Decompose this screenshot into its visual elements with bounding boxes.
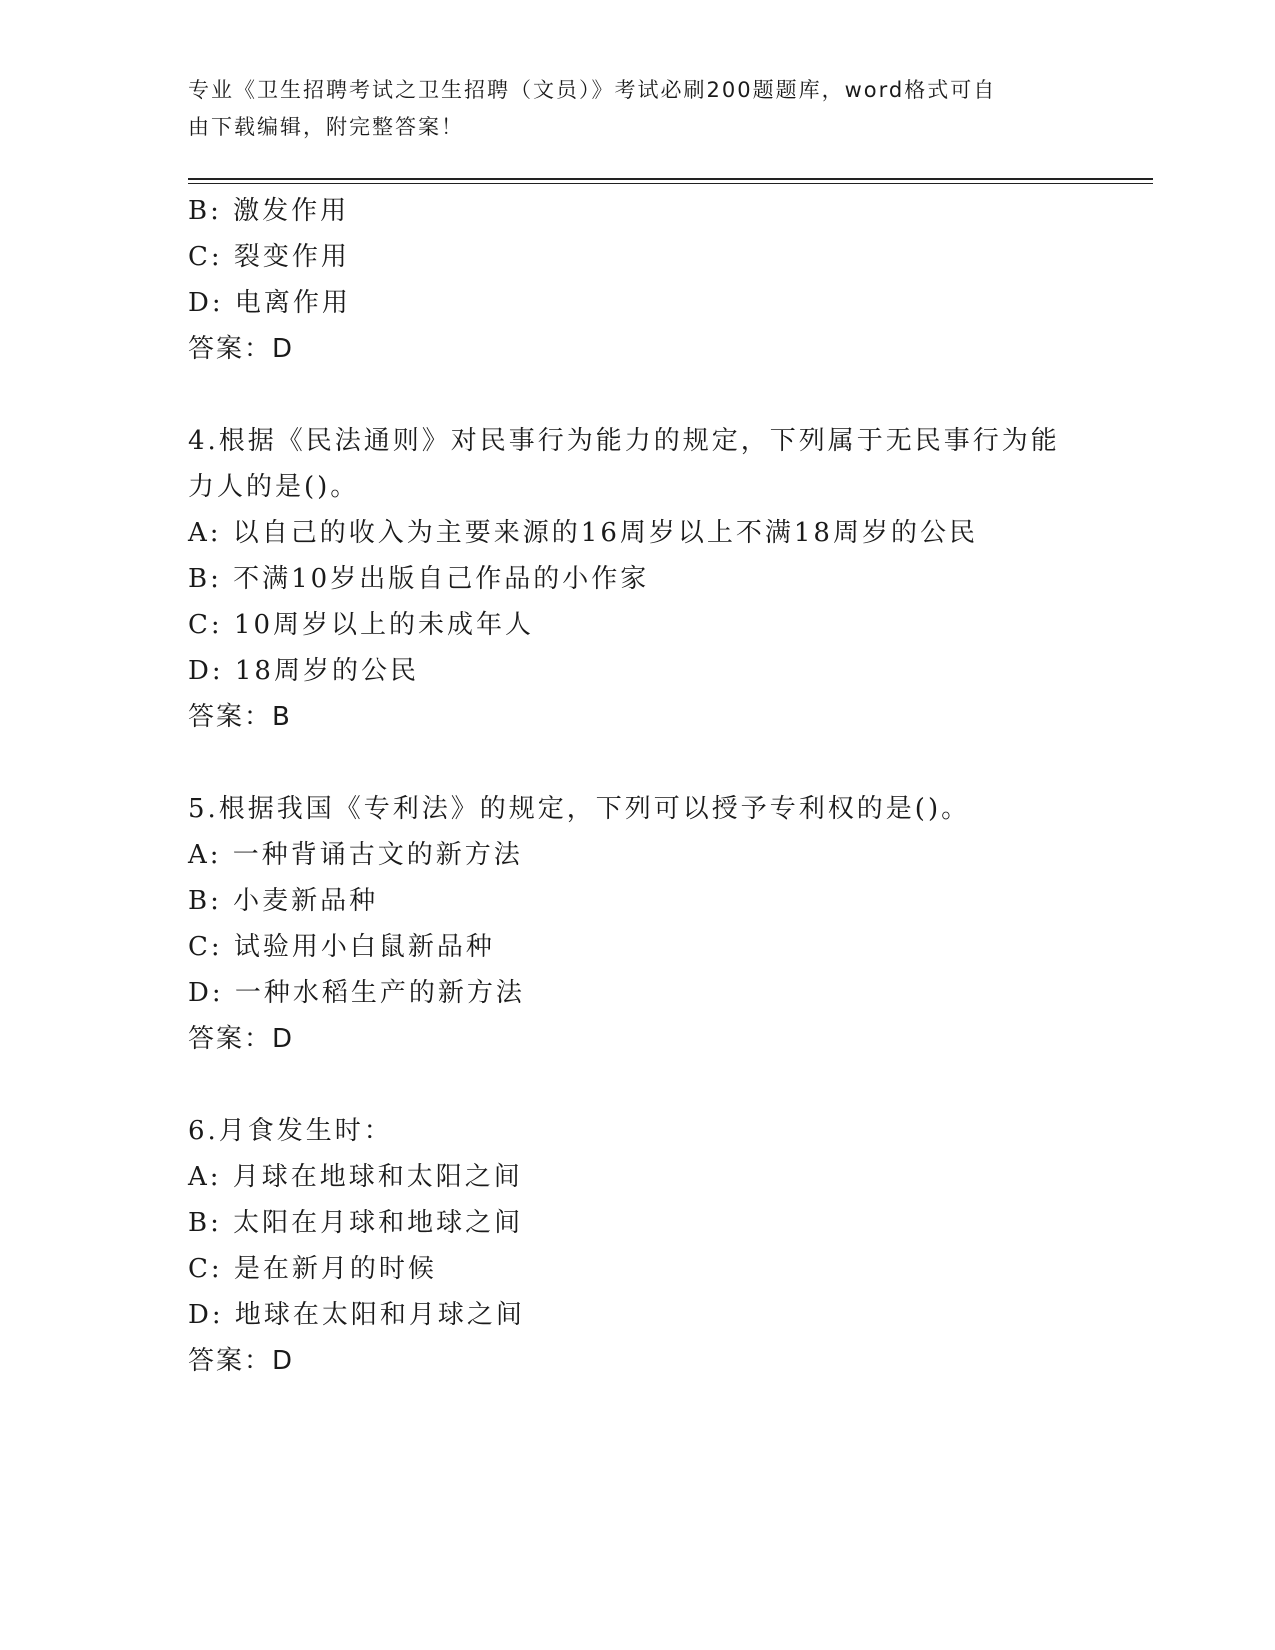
- document-header: [188, 72, 1068, 146]
- header-divider-thick: [188, 178, 1153, 180]
- spacer: [188, 1062, 1088, 1108]
- question-5-stem: 5.根据我国《专利法》的规定，下列可以授予专利权的是()。: [188, 794, 971, 824]
- question-4-option-d: D: 18周岁的公民: [188, 656, 419, 686]
- header-divider-thin: [188, 183, 1153, 184]
- question-list: [188, 188, 1088, 1384]
- question-4-stem-line-2: 力人的是()。: [188, 472, 360, 502]
- question-5-option-a: A: 一种背诵古文的新方法: [188, 840, 523, 870]
- question-4-stem-line-1: 4.根据《民法通则》对民事行为能力的规定，下列属于无民事行为能: [188, 426, 1060, 456]
- header-title-line-2: 由下载编辑，附完整答案！: [188, 115, 464, 139]
- question-3-option-d: D: 电离作用: [188, 288, 351, 318]
- question-5-option-d: D: 一种水稻生产的新方法: [188, 978, 525, 1008]
- question-6-option-d: D: 地球在太阳和月球之间: [188, 1300, 525, 1330]
- question-4-option-b: B: 不满10岁出版自己作品的小作家: [188, 564, 650, 594]
- question-3-answer: 答案：D: [188, 334, 295, 364]
- spacer: [188, 372, 1088, 418]
- question-4-option-c: C: 10周岁以上的未成年人: [188, 610, 535, 640]
- question-6-option-c: C: 是在新月的时候: [188, 1254, 437, 1284]
- question-6: [188, 1108, 1088, 1384]
- question-3: [188, 188, 1088, 372]
- question-6-option-a: A: 月球在地球和太阳之间: [188, 1162, 523, 1192]
- question-4-answer: 答案：B: [188, 702, 292, 732]
- question-4: [188, 418, 1088, 740]
- question-5-option-c: C: 试验用小白鼠新品种: [188, 932, 495, 962]
- question-6-stem: 6.月食发生时：: [188, 1116, 393, 1146]
- question-5-answer: 答案：D: [188, 1024, 295, 1054]
- question-3-option-b: B: 激发作用: [188, 196, 350, 226]
- question-4-option-a: A: 以自己的收入为主要来源的16周岁以上不满18周岁的公民: [188, 518, 978, 548]
- spacer: [188, 740, 1088, 786]
- question-5-option-b: B: 小麦新品种: [188, 886, 379, 916]
- header-title-line-1: 专业《卫生招聘考试之卫生招聘（文员）》考试必刷200题题库，word格式可自: [188, 78, 997, 102]
- question-6-answer: 答案：D: [188, 1346, 295, 1376]
- question-3-option-c: C: 裂变作用: [188, 242, 350, 272]
- question-5: [188, 786, 1088, 1062]
- question-6-option-b: B: 太阳在月球和地球之间: [188, 1208, 524, 1238]
